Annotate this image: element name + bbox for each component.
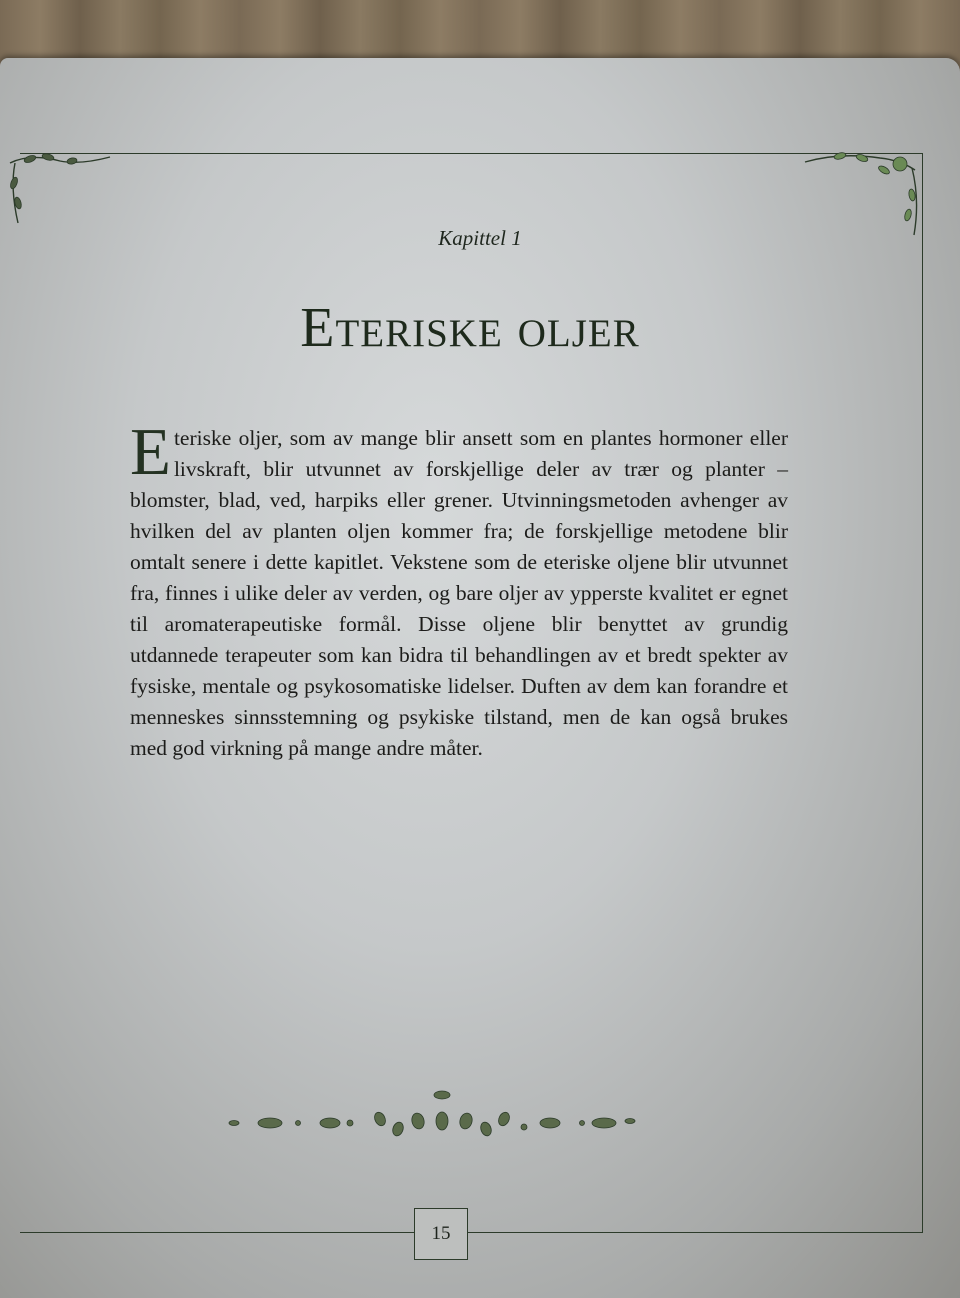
drop-cap: E	[130, 415, 171, 489]
book-page	[0, 58, 960, 1298]
page-number: 15	[414, 1208, 468, 1260]
leaf-divider-ornament	[220, 1083, 640, 1153]
body-paragraph	[130, 415, 788, 764]
paragraph-text: teriske oljer, som av mange blir ansett som en plantes hormoner eller livskraft, blir utvunnet av forskjellige deler av trær og planter – blomster, blad, ved, harpiks eller grener. Utvinningsmetoden avhenger av hvilken del av planten oljen kommer fra; de forskjellige metodene blir omtalt senere i dette kapitlet. Vekstene som de eteriske oljene blir utvunnet fra, finnes i ulike deler av verden, og bare oljer av ypperste kvalitet er egnet til aromaterapeutiske formål. Disse oljene blir benyttet av grundig utdannede terapeuter som kan bidra til behandlingen av et bredt spekter av fysiske, mentale og psykosomatiske lidelser. Duften av dem kan forandre et menneskes sinnsstemning og psykiske tilstand, men de kan også brukes med god virkning på mange andre måter.	[130, 426, 788, 760]
leaf-corner-ornament-right	[800, 140, 920, 240]
chapter-label: Kapittel 1	[438, 226, 522, 250]
chapter-title: Eteriske oljer	[300, 297, 640, 359]
